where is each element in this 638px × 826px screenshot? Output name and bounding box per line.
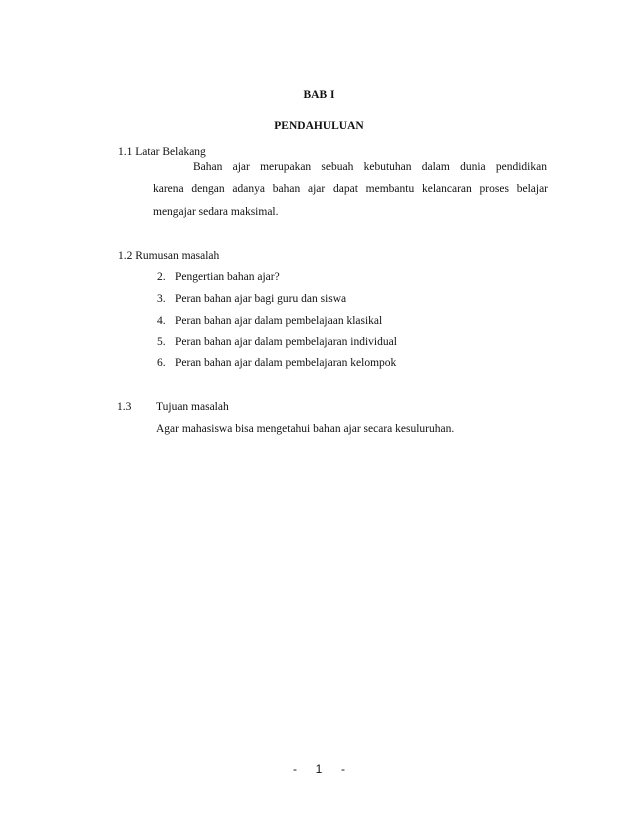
page-number: - 1 - bbox=[292, 762, 345, 776]
list-item-number: 5. bbox=[157, 336, 166, 348]
paragraph-line-1: Bahan ajar merupakan sebuah kebutuhan dalam dunia pendidikan bbox=[193, 161, 547, 173]
list-item: Pengertian bahan ajar? bbox=[175, 271, 280, 283]
list-item: Peran bahan ajar dalam pembelajaran kelompok bbox=[175, 357, 397, 369]
section-heading-1-1: 1.1 Latar Belakang bbox=[118, 146, 206, 158]
chapter-title: PENDAHULUAN bbox=[274, 120, 364, 132]
list-item-number: 6. bbox=[157, 357, 166, 369]
list-item: Peran bahan ajar bagi guru dan siswa bbox=[175, 293, 347, 305]
list-item-number: 4. bbox=[157, 315, 166, 327]
list-item-number: 2. bbox=[157, 271, 166, 283]
paragraph-line-2: karena dengan adanya bahan ajar dapat membantu kelancaran proses belajar bbox=[153, 183, 548, 195]
list-item: Peran bahan ajar dalam pembelajaran individual bbox=[175, 336, 397, 348]
section-number-1-3: 1.3 bbox=[117, 401, 132, 413]
list-item-number: 3. bbox=[157, 293, 166, 305]
section-heading-1-3: Tujuan masalah bbox=[156, 401, 229, 413]
chapter-label: BAB I bbox=[303, 89, 335, 101]
list-item: Peran bahan ajar dalam pembelajaan klasikal bbox=[175, 315, 383, 327]
section-heading-1-2: 1.2 Rumusan masalah bbox=[118, 250, 220, 262]
paragraph-line-3: mengajar sedara maksimal. bbox=[153, 206, 279, 218]
section-text-1-3: Agar mahasiswa bisa mengetahui bahan ajar secara kesuluruhan. bbox=[156, 423, 455, 435]
